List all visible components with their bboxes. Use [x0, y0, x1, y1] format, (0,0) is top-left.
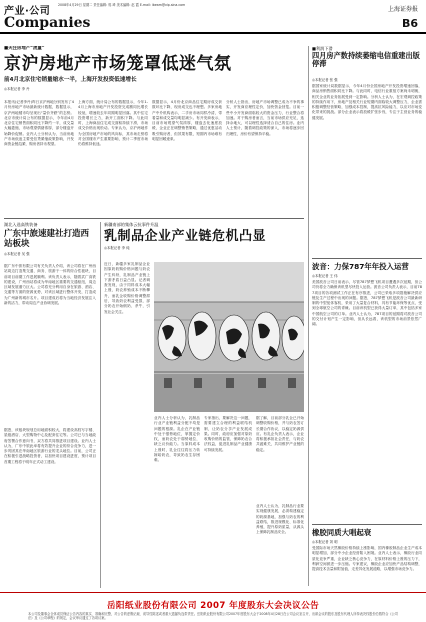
left-story-head: [4, 222, 96, 262]
issue-info: 2008年4月29日 星期二 责任编辑: 郭 琦 美术编辑: 赵 霞 E-mail: ibeam@vip.sina.com: [58, 3, 186, 7]
page-number: B6: [401, 17, 418, 30]
lead-byline: ◎本报记者 李 丹: [4, 87, 30, 91]
dairy-cows-photo: [154, 262, 304, 412]
right-bottom-headline: 橡胶同质大唱起衰: [312, 528, 372, 537]
mid-column-3: 专家指出，要解决这一问题，需要建立合理的利益联结机制，让奶农分享产业发展成果。同时，政府应加强对原奶收购价格的监管，保障奶农合法权益，促进乳制品产业健康可持续发展。: [204, 416, 252, 452]
column-divider-left: [100, 222, 101, 588]
mid-kicker: 新疆南部的集体云抗事件升温: [104, 222, 159, 227]
right-top-headline: 四月房产数持续萎缩电信重建出版停滞: [312, 50, 420, 69]
lead-column-2: 上海方面，统计局公布的数据显示，今年1-4月上海市房地产开发投资完成额同比增长较低，增速较去年同期明显回落。其中住宅投资增长乏力，新开工面积下降。与此同时，上海商品住宅成交面积持续下滑，市场成交价格出现松动。专家认为，京沪两地作为全国房地产市场的风向标，其市场走势将对全国楼市产生重要影响，预计二季度市场仍将维持低迷。: [78, 100, 148, 147]
right-top-head: [312, 46, 422, 76]
section-title-en: Companies: [4, 15, 91, 31]
lead-column-4: 分析人士指出，房地产市场调整已成为不争的事实，开发商应理性定价，加快资金回笼。目前一些中小开发商面临较大的资金压力，行业整合将加速。对于购房者而言，当前市场供应充足，选择余地大，可以理性选择适合自己的住房。业内人士预计，随着调控政策的深入，市场将逐步回归理性，房价有望保持平稳。: [226, 100, 304, 136]
mid-column-4: 据了解，目前部分乳企已开始调整收购价格，并与奶农签订长期合作协议，以稳定奶源供应。有乳企负责人表示，企业将积极承担社会责任，与奶农共渡难关，共同维护产业链的稳定。: [256, 416, 304, 452]
left-headline: 广东中旅速建社打造西站板块: [4, 228, 90, 249]
mid-column-2: 业内人士分析认为，乳制品行业产业链利益分配不均是问题的根源。乳企在产业链中处于强势地位，掌握定价权，而奶农处于弱势地位，缺乏议价能力。当原料成本上涨时，乳企往往将压力转嫁给奶农，导致奶农生存困难。: [154, 416, 200, 463]
right-top-body: 据国家统计局数据显示，今年4月份全国房地产开发投资增速回落，商品房销售面积同比下降。与此同时，电信行业重组方案尚未明朗，相关企业的业务拓展受到一定影响。分析人士认为，在宏观调控政策的持续作用下，房地产及相关行业短期内面临较大调整压力，企业需积极调整经营策略，加强成本控制，提高抗风险能力，以应对市场变化带来的挑战。部分企业表示将放缓扩张步伐，专注于主营业务的稳健发展。: [312, 84, 422, 120]
column-divider-right: [308, 46, 309, 586]
right-bottom-byline: ◎本报记者 刘 明: [312, 540, 338, 544]
right-mid-headline: 波音：力保787年年投入运营: [312, 262, 409, 271]
right-bottom-head: [312, 528, 422, 540]
left-column-2: 据悉，该板块规划总用地面积较大，将建设高档写字楼、星级酒店、大型购物中心及配套住宅等。公司已与当地政府签署合作意向书，双方将共同推进项目建设。业内人士认为，广东中旅此举将有效提升企业的综合竞争力，进一步巩固其在华南地区旅游行业的龙头地位。目前，公司正在积极引进战略投资者，以加快项目建设进度，预计项目首期工程将于明年正式动工建设。: [4, 428, 96, 464]
right-top-byline: ◎本报记者 张 强: [312, 78, 338, 82]
announcement-banner: [0, 592, 426, 622]
lead-column-1: 本报讯(记者李丹)昨日京沪两地分别发布了4月份房地产市场最新统计数据，数据显示，京沪两地楼市均呈现出“量价齐跌”的态势。北京市统计局公布的数据显示，今年前4月北京住宅销售面积同比下降约一半，成交量大幅萎缩，市场观望情绪浓厚，部分楼盘开始降价促销。业内人士分析认为，当前房地产市场低迷主要受信贷紧缩政策影响，开发商资金链趋紧，购房者持币观望。: [4, 100, 74, 147]
left-byline: ◎本报记者 吴 强: [4, 251, 30, 256]
left-column-1: 据广东中旅有限公司有关负责人介绍，该公司将在广州西站周边打造集交通、商务、旅游于一体的综合性板块，目前项目前期工作进展顺利。该负责人表示，随着武广高铁的建设，广州西站将成为华南地区重要的交通枢纽，周边区域发展潜力巨大。公司将充分利用自身在旅游、酒店、交通等方面的资源优势，对该区域进行整体开发，打造成为广州新的城市名片。项目建成后将为当地经济发展注入新的活力，带动周边产业协调发展。: [4, 264, 96, 306]
mid-byline: ◎本报记者 李 纯: [104, 245, 130, 250]
mid-headline: 乳制品企业产业链危机凸显: [104, 228, 267, 244]
masthead: [0, 0, 426, 34]
lead-bottom-rule: [4, 218, 304, 219]
announcement-text: 本公司及董事会全体成员保证公告内容的真实、准确和完整，对公告的虚假记载、误导性陈述或者重大遗漏负连带责任。岳阳纸业股份有限公司2007年度股东大会于2008年4月28日在公司会议室召开，出席会议的股东及股东代理人所持表决权股份总数符合《公司法》及《公司章程》的规定，会议审议通过了各项议案。: [28, 612, 398, 620]
announcement-title: 岳阳纸业股份有限公司 2007 年度股东大会决议公告: [106, 601, 320, 611]
mid-column-1: 近日，新疆多家乳制品企业因原奶收购价格问题与奶农产生纠纷，乳制品产业链上下游矛盾日益凸显。记者调查发现，由于饲料成本大幅上涨，奶农养殖成本不断攀升，而乳企收购价格调整滞后，导致奶农利益受损，部分奶农开始倒奶、杀牛，引发社会关注。: [104, 262, 150, 314]
lead-subhead: 前4月北京住宅销量缩水一半，上海开发投资低速增长: [4, 77, 137, 83]
right-bottom-body: 受国际市场天然橡胶价格持续上涨影响，国内橡胶制品企业生产成本明显增加，部分中小企业经营陷入困境。业内人士表示，橡胶行业同质化竞争严重，企业缺乏核心竞争力，在原材料价格上涨的压力下，利润空间被进一步压缩。专家建议，橡胶企业应加快产品结构调整，提高技术含量和附加值，走差异化发展道路，以增强市场竞争力。: [312, 546, 422, 572]
right-rule-1: [312, 258, 422, 259]
left-kicker: 湖北入选高铁装备: [4, 222, 38, 227]
lead-kicker: ■关注房地产“流量”: [4, 46, 45, 51]
mid-story-head: [104, 222, 304, 258]
section-title: 产业·公司: [4, 6, 51, 17]
paper-name: 上海证券报: [387, 6, 418, 13]
mid-column-5: 业内人士认为，乳制品行业要实现健康发展，必须构建稳定的奶源基地，加强与奶农的利益联结，推进规模化、标准化养殖，提升原奶质量，从源头上保障乳制品安全。: [256, 504, 304, 535]
lead-headline: 京沪房地产市场笼罩低迷气氛: [4, 54, 232, 74]
right-mid-body: 美国波音公司日前表示，尽管787梦想飞机项目遭遇多次延期，但公司仍将全力确保该机型尽快投入运营。波音公司负责人表示，目前787项目的各项测试工作正在有序推进，公司已采取多项措施解决供应链及生产过程中出现的问题。据悉，787梦想飞机是波音公司最新研制的中型宽体客机，采用了大量复合材料，具有节能环保等优点，受到全球航空公司的青睐。目前该机型已获得大量订单，其中包括多家中国航空公司的订单。业内人士认为，787项目的延期将对波音公司的交付计划产生一定影响，但从长远看，该机型的市场前景依然广阔。: [312, 280, 422, 327]
right-rule-2: [312, 524, 422, 525]
lead-column-3: 数据显示，4月份北京商品住宅期房成交套数环比下降，现房成交也不理想。多家房地产中介机构表示，二手房市场同样冷清，带看量和成交量均明显减少。有开发商表示，目前市场观望气氛浓厚，楼盘去化速度放缓，企业正在调整销售策略，通过优惠活动吸引购房者，但效果有限，短期内市场难有明显回暖迹象。: [152, 100, 222, 142]
right-top-kicker: ■利润下滑: [312, 46, 333, 51]
right-mid-byline: ◎本报记者 王 伟: [312, 274, 338, 278]
